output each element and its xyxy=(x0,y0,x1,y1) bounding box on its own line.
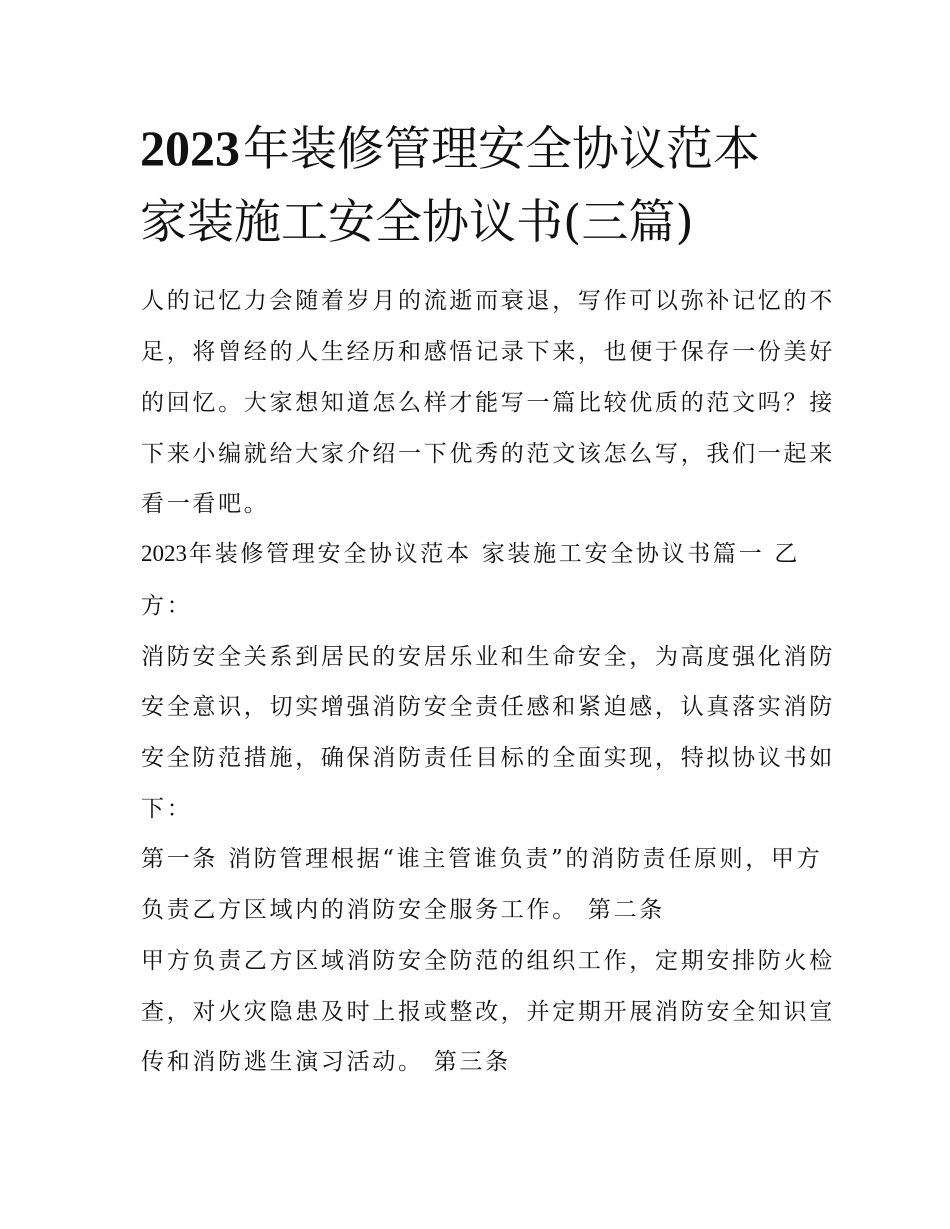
article-line: 第一条 消防管理根据“谁主管谁负责”的消防责任原则，甲方 xyxy=(141,846,823,872)
paragraph-line: 消防安全关系到居民的安居乐业和生命安全，为高度强化消防 xyxy=(141,644,835,670)
article-line: 负责乙方区域内的消防安全服务工作。 第二条 xyxy=(141,897,666,923)
section-heading-line-1 xyxy=(141,539,800,569)
section-heading-year: 2023 xyxy=(141,541,187,566)
intro-line: 看一看吧。 xyxy=(141,491,270,517)
intro-line: 下来小编就给大家介绍一下优秀的范文该怎么写，我们一起来 xyxy=(141,441,835,467)
section-heading-line-2: 方： xyxy=(141,593,193,619)
paragraph-line: 下： xyxy=(141,796,193,822)
section-heading-text: 年装修管理安全协议范本 家装施工安全协议书篇一 乙 xyxy=(189,541,801,567)
article-line: 传和消防逃生演习活动。 第三条 xyxy=(141,1049,511,1075)
paragraph-line: 安全意识，切实增强消防安全责任感和紧迫感，认真落实消防 xyxy=(141,694,835,720)
intro-line: 的回忆。大家想知道怎么样才能写一篇比较优质的范文吗？接 xyxy=(141,390,835,416)
article-line: 查，对火灾隐患及时上报或整改，并定期开展消防安全知识宣 xyxy=(141,999,835,1025)
document-title-line-2: 家装施工安全协议书(三篇) xyxy=(140,195,694,250)
title-line-1-text: 年装修管理安全协议范本 xyxy=(243,122,760,177)
intro-line: 足，将曾经的人生经历和感悟记录下来，也便于保存一份美好 xyxy=(141,339,835,365)
title-year: 2023 xyxy=(140,120,240,176)
document-title-line-1 xyxy=(140,118,760,180)
article-line: 甲方负责乙方区域消防安全防范的组织工作，定期安排防火检 xyxy=(141,948,835,974)
paragraph-line: 安全防范措施，确保消防责任目标的全面实现，特拟协议书如 xyxy=(141,745,835,771)
intro-line: 人的记忆力会随着岁月的流逝而衰退，写作可以弥补记忆的不 xyxy=(141,288,835,314)
